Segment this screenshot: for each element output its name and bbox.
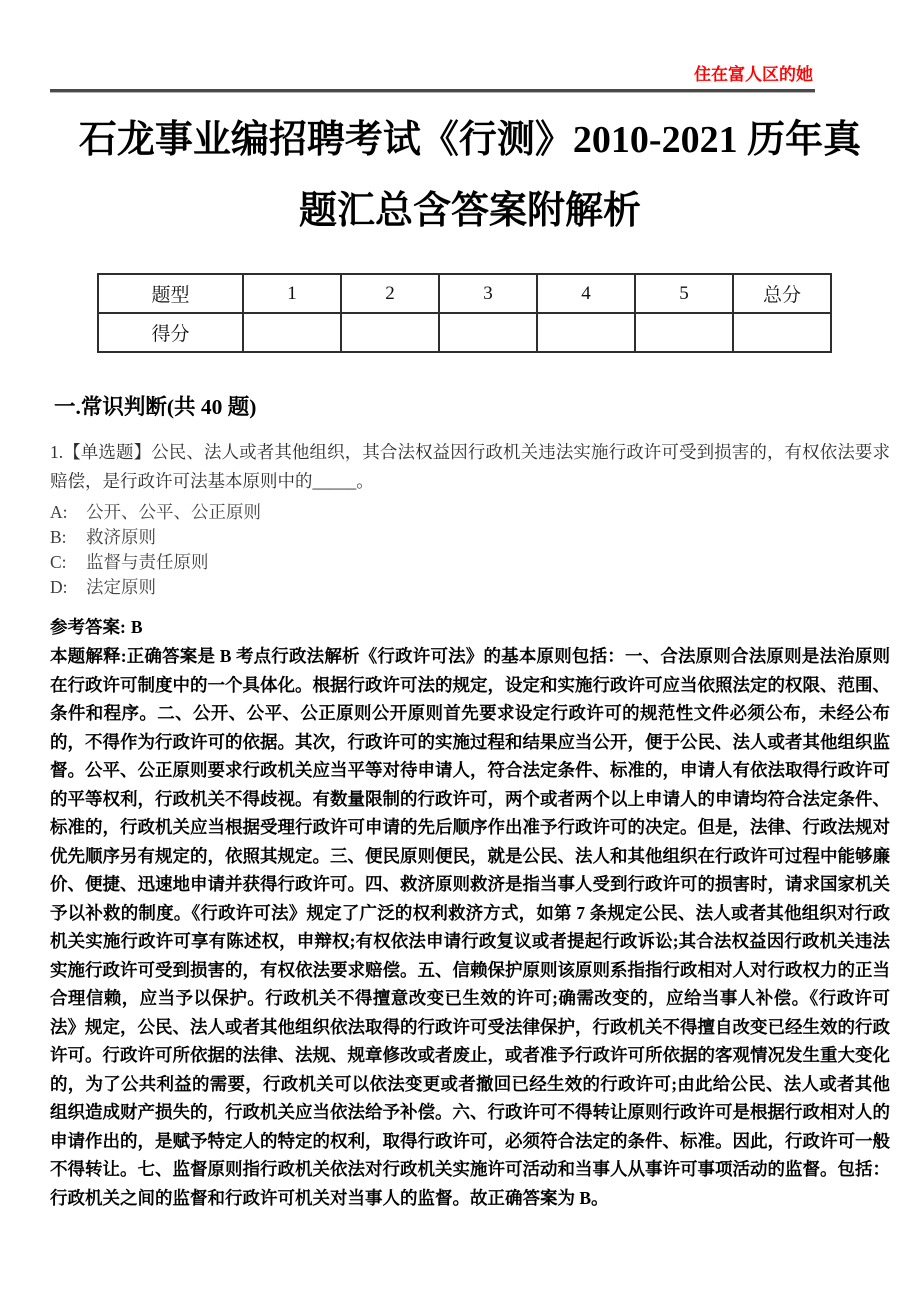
option-row-c <box>50 550 890 575</box>
analysis-text: 正确答案是 B 考点行政法解析《行政许可法》的基本原则包括：一、合法原则合法原则是法治原则在行政许可制度中的一个具体化。根据行政许可法的规定，设定和实施行政许可应当依照法定的权限、范围、条件和程序。二、公开、公平、公正原则公开原则首先要求设定行政许可的规范性文件必须公布，未经公布的，不得作为行政许可的依据。其次，行政许可的实施过程和结果应当公开，便于公民、法人或者其他组织监督。公平、公正原则要求行政机关应当平等对待申请人，符合法定条件、标准的，申请人有依法取得行政许可的平等权利，行政机关不得歧视。有数量限制的行政许可，两个或者两个以上申请人的申请均符合法定条件、标准的，行政机关应当根据受理行政许可申请的先后顺序作出准予行政许可的决定。但是，法律、行政法规对优先顺序另有规定的，依照其规定。三、便民原则便民，就是公民、法人和其他组织在行政许可过程中能够廉价、便捷、迅速地申请并获得行政许可。四、救济原则救济是指当事人受到行政许可的损害时，请求国家机关予以补救的制度。《行政许可法》规定了广泛的权利救济方式，如第 7 条规定公民、法人或者其他组织对行政机关实施行政许可享有陈述权，申辩权;有权依法申请行政复议或者提起行政诉讼;其合法权益因行政机关违法实施行政许可受到损害的，有权依法要求赔偿。五、信赖保护原则该原则系指指行政相对人对行政权力的正当合理信赖，应当予以保护。行政机关不得擅意改变已生效的许可;确需改变的，应给当事人补偿。《行政许可法》规定，公民、法人或者其他组织依法取得的行政许可受法律保护，行政机关不得擅自改变已经生效的行政许可。行政许可所依据的法律、法规、规章修改或者废止，或者准予行政许可所依据的客观情况发生重大变化的，为了公共利益的需要，行政机关可以依法变更或者撤回已经生效的行政许可;由此给公民、法人或者其他组织造成财产损失的，行政机关应当依法给予补偿。六、行政许可不得转让原则行政许可是根据行政相对人的申请作出的，是赋予特定人的特定的权利，取得行政许可，必须符合法定的条件、标准。因此，行政许可一般不得转让。七、监督原则指行政机关依法对行政机关实施许可活动和当事人从事许可事项活动的监督。包括：行政机关之间的监督和行政许可机关对当事人的监督。故正确答案为 B。 <box>50 646 891 1208</box>
option-row-a <box>50 500 890 525</box>
score-table-header-row <box>98 274 831 313</box>
answer-value: B <box>130 617 143 637</box>
option-text: 法定原则 <box>86 577 156 597</box>
reference-answer-line <box>50 614 890 640</box>
analysis-label: 本题解释: <box>50 646 127 666</box>
score-cell <box>341 313 439 352</box>
header-cell-question-type: 题型 <box>98 274 243 313</box>
score-cell <box>537 313 635 352</box>
score-cell <box>243 313 341 352</box>
answer-label: 参考答案: <box>50 617 126 637</box>
header-cell-5: 5 <box>635 274 733 313</box>
header-cell-1: 1 <box>243 274 341 313</box>
option-text: 救济原则 <box>86 527 156 547</box>
question-text <box>50 438 890 496</box>
option-label: D: <box>50 577 68 597</box>
header-divider <box>50 89 815 93</box>
score-row-label: 得分 <box>98 313 243 352</box>
option-text: 公开、公平、公正原则 <box>86 502 261 522</box>
score-cell <box>439 313 537 352</box>
option-row-b <box>50 525 890 550</box>
question-stem-text: 公民、法人或者其他组织，其合法权益因行政机关违法实施行政许可受到损害的，有权依法要求赔偿，是行政许可法基本原则中的_____。 <box>50 442 891 491</box>
option-label: C: <box>50 552 67 572</box>
question-number-type: 1.【单选题】 <box>50 442 152 462</box>
section-heading: 一.常识判断(共 40 题) <box>54 395 257 419</box>
title-line-2: 题汇总含答案附解析 <box>298 190 641 232</box>
header-cell-4: 4 <box>537 274 635 313</box>
watermark-text: 住在富人区的她 <box>694 65 813 84</box>
score-cell <box>635 313 733 352</box>
score-table-score-row <box>98 313 831 352</box>
header-cell-2: 2 <box>341 274 439 313</box>
header-cell-3: 3 <box>439 274 537 313</box>
title-line-1: 石龙事业编招聘考试《行测》2010-2021 历年真 <box>78 119 862 161</box>
options-list <box>50 500 890 600</box>
score-cell <box>733 313 831 352</box>
header-cell-total: 总分 <box>733 274 831 313</box>
analysis-paragraph <box>50 642 890 1212</box>
option-row-d <box>50 575 890 600</box>
page-header <box>50 0 815 93</box>
option-text: 监督与责任原则 <box>86 552 209 572</box>
document-title <box>50 105 890 247</box>
score-table <box>97 273 832 353</box>
option-label: A: <box>50 502 68 522</box>
option-label: B: <box>50 527 67 547</box>
